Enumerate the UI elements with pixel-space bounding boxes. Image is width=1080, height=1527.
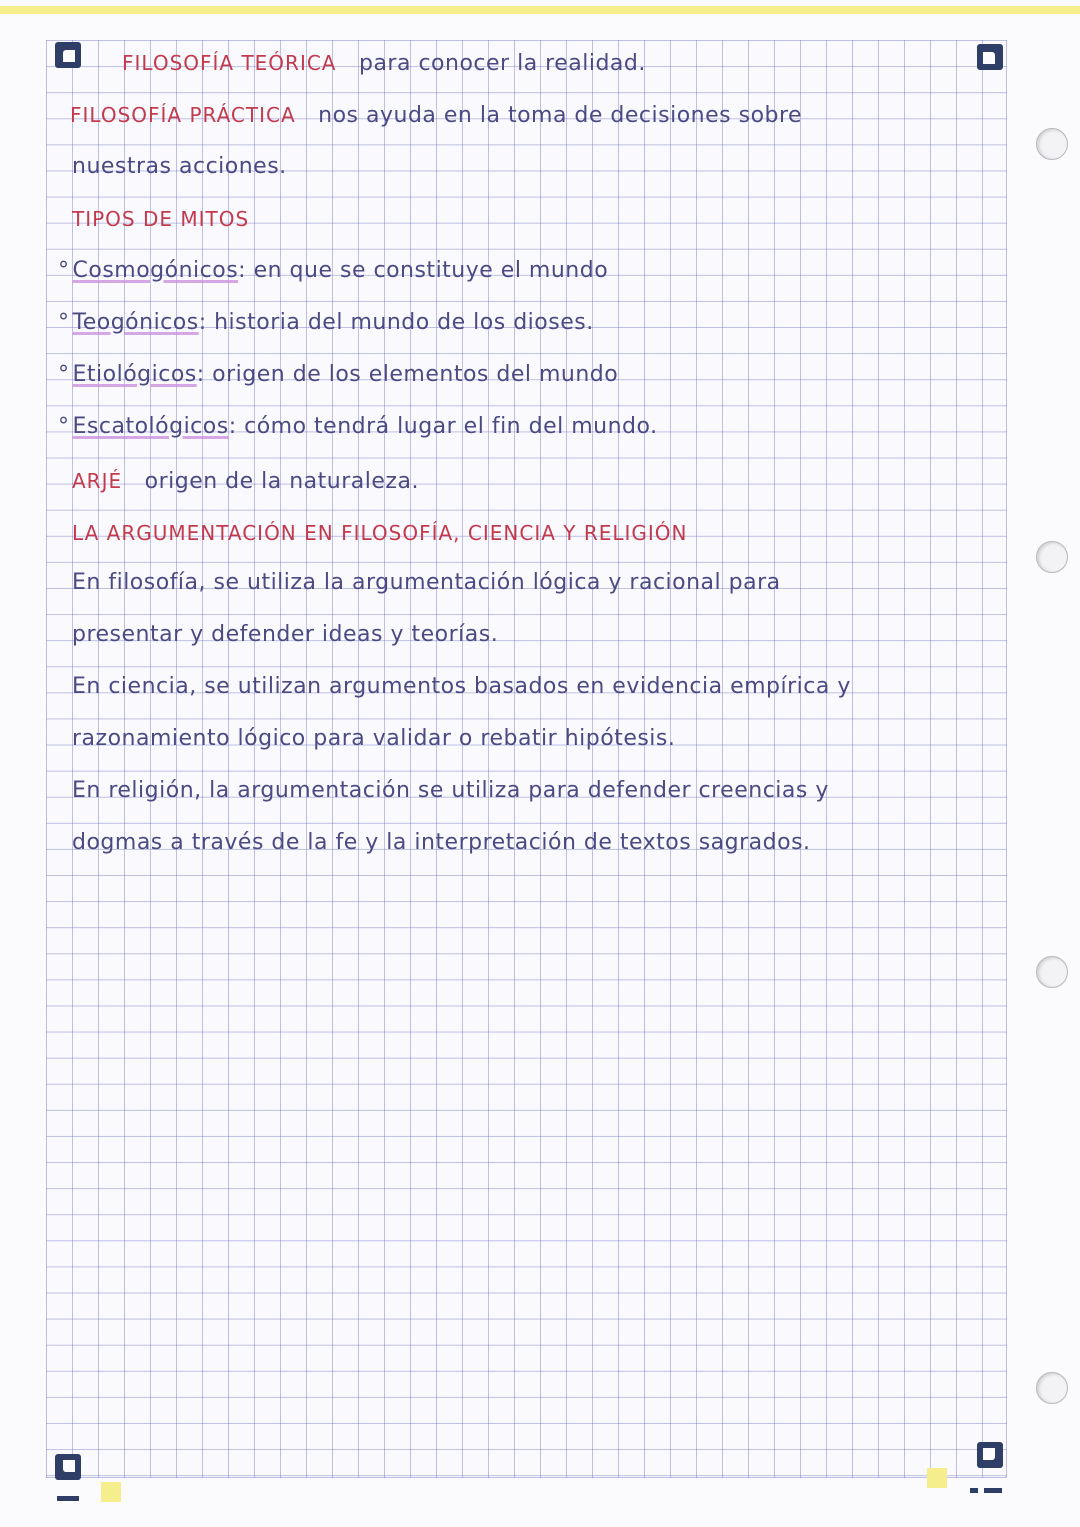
dash-mark [57, 1496, 79, 1501]
paragraph-line: En ciencia, se utilizan argumentos basados en evidencia empírica y [72, 674, 851, 699]
dash-mark [970, 1488, 978, 1493]
note-line [72, 152, 287, 182]
heading-arje: ARJÉ [72, 469, 123, 493]
note-line-arje [72, 466, 419, 497]
myth-list-item [58, 412, 658, 442]
myth-description: : origen de los elementos del mundo [196, 362, 619, 387]
note-text: origen de la naturaleza. [144, 469, 419, 494]
myth-term: Teogónicos [72, 310, 199, 335]
heading-practical-philosophy: FILOSOFÍA PRÁCTICA [70, 103, 296, 127]
note-text: nuestras acciones. [72, 154, 287, 179]
yellow-top-stripe [0, 6, 1080, 14]
myth-term: Etiológicos [72, 362, 197, 387]
yellow-square-mark [927, 1468, 947, 1488]
myth-list-item [58, 256, 608, 286]
myth-description: : cómo tendrá lugar el fin del mundo. [228, 414, 658, 439]
myth-list-item [58, 360, 618, 390]
note-text: para conocer la realidad. [358, 51, 646, 76]
dash-mark [984, 1488, 1002, 1493]
myth-types-title: TIPOS DE MITOS [72, 207, 250, 231]
yellow-square-mark [101, 1482, 121, 1502]
paragraph-line: En filosofía, se utiliza la argumentación lógica y racional para [72, 570, 781, 595]
note-text: nos ayuda en la toma de decisiones sobre [318, 103, 803, 128]
myth-term: Escatológicos [72, 414, 229, 439]
binder-hole-icon [1036, 541, 1068, 573]
myth-description: : en que se constituye el mundo [238, 258, 609, 283]
heading-theoretical-philosophy: FILOSOFÍA TEÓRICA [122, 51, 337, 75]
binder-hole-icon [1036, 1372, 1068, 1404]
corner-marker-icon [55, 1454, 81, 1480]
bullet-icon: ° [58, 414, 70, 439]
corner-marker-icon [55, 42, 81, 68]
bullet-icon: ° [58, 362, 70, 387]
corner-marker-icon [977, 44, 1003, 70]
note-line-theoretical-philosophy [122, 48, 646, 79]
bullet-icon: ° [58, 310, 70, 335]
paragraph-line: presentar y defender ideas y teorías. [72, 622, 499, 647]
corner-marker-icon [977, 1442, 1003, 1468]
paragraph-line: En religión, la argumentación se utiliza para defender creencias y [72, 778, 829, 803]
binder-hole-icon [1036, 956, 1068, 988]
argumentation-title: LA ARGUMENTACIÓN EN FILOSOFÍA, CIENCIA Y RELIGIÓN [72, 521, 688, 545]
bullet-icon: ° [58, 258, 70, 283]
note-line-practical-philosophy [70, 100, 802, 131]
myth-list-item [58, 308, 594, 338]
paragraph-line: dogmas a través de la fe y la interpretación de textos sagrados. [72, 830, 811, 855]
paragraph-line: razonamiento lógico para validar o rebatir hipótesis. [72, 726, 676, 751]
binder-hole-icon [1036, 128, 1068, 160]
myth-description: : historia del mundo de los dioses. [198, 310, 594, 335]
myth-term: Cosmogónicos [72, 258, 239, 283]
